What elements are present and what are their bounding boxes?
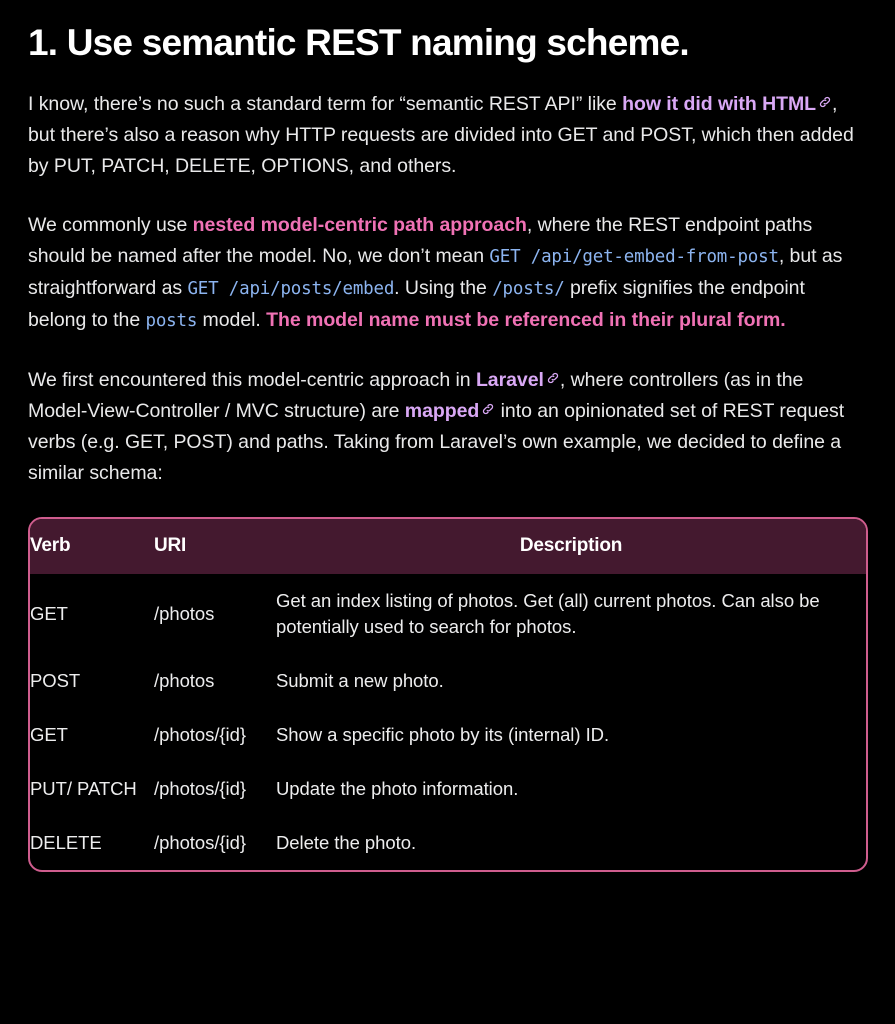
p2-s3: , but as straightforward as <box>28 245 843 300</box>
cell-uri: /photos <box>154 670 215 692</box>
cell-verb: DELETE <box>30 832 102 854</box>
table-row <box>30 654 866 708</box>
p1-text-after-link: , but there’s also a reason why HTTP requests are divided into GET and POST, which then added by PUT, PATCH, DELETE, OPTIONS, and others. <box>28 93 854 178</box>
p2-s6: model. <box>197 309 267 332</box>
link-label: how it did with HTML <box>622 93 817 116</box>
p2-s4: . Using the <box>394 277 493 300</box>
cell-verb: POST <box>30 670 81 692</box>
table-row <box>30 762 866 816</box>
cell-uri: /photos/{id} <box>154 778 246 800</box>
rest-schema-table <box>30 519 866 870</box>
table-header-row <box>30 519 866 574</box>
link-laravel[interactable] <box>476 369 560 391</box>
cell-uri: /photos <box>154 603 215 625</box>
p2-s5: prefix signifies the endpoint belong to the <box>28 277 805 332</box>
link-label: mapped <box>404 400 480 423</box>
link-how-it-did-with-html[interactable] <box>622 93 832 115</box>
table-row <box>30 816 866 870</box>
rest-schema-table-container <box>28 517 868 872</box>
p2-s2: , where the REST endpoint paths should be named after the model. No, we don’t mean <box>28 214 813 268</box>
link-chain-icon <box>818 95 832 109</box>
table-row <box>30 708 866 762</box>
table-body <box>30 574 866 870</box>
p3-s2: , where controllers (as in the Model-View-Controller / MVC structure) are <box>28 369 804 423</box>
cell-description: Submit a new photo. <box>276 670 444 692</box>
p1-text-before-link: I know, there’s no such a standard term for “semantic REST API” like <box>28 93 623 116</box>
link-chain-icon <box>481 402 495 416</box>
cell-verb: GET <box>30 724 68 746</box>
code-get-embed-from-post: GET /api/get-embed-from-post <box>489 247 779 268</box>
link-chain-icon <box>546 371 560 385</box>
cell-uri: /photos/{id} <box>154 832 246 854</box>
cell-description: Delete the photo. <box>276 832 417 854</box>
column-header-verb: Verb <box>30 535 71 557</box>
link-label: Laravel <box>475 369 544 392</box>
emphasis-nested-model-centric: nested model-centric path approach <box>192 214 527 237</box>
paragraph-laravel <box>28 365 867 489</box>
cell-verb: GET <box>30 603 68 625</box>
table-row <box>30 574 866 654</box>
code-posts-model: posts <box>145 311 198 332</box>
cell-description: Show a specific photo by its (internal) ID. <box>276 724 610 746</box>
cell-description: Get an index listing of photos. Get (all) current photos. Can also be potentially used to search for photos. <box>276 590 820 638</box>
paragraph-model-centric <box>28 210 867 337</box>
column-header-description: Description <box>519 535 623 557</box>
table-header <box>30 519 866 574</box>
p3-s3: into an opinionated set of REST request verbs (e.g. GET, POST) and paths. Taking from Laravel’s own example, we decided to define a similar schema: <box>28 400 845 485</box>
page-title: 1. Use semantic REST naming scheme. <box>28 22 689 63</box>
link-mapped[interactable] <box>405 400 495 422</box>
emphasis-plural-form: The model name must be referenced in their plural form. <box>266 309 786 332</box>
p3-s1: We first encountered this model-centric approach in <box>28 369 476 392</box>
cell-uri: /photos/{id} <box>154 724 246 746</box>
paragraph-intro <box>28 89 867 182</box>
code-posts-prefix: /posts/ <box>492 279 565 300</box>
code-posts-embed: GET /api/posts/embed <box>187 279 395 300</box>
column-header-uri: URI <box>154 535 187 557</box>
cell-verb: PUT/ PATCH <box>30 778 137 800</box>
p2-s1: We commonly use <box>28 214 193 237</box>
cell-description: Update the photo information. <box>276 778 519 800</box>
